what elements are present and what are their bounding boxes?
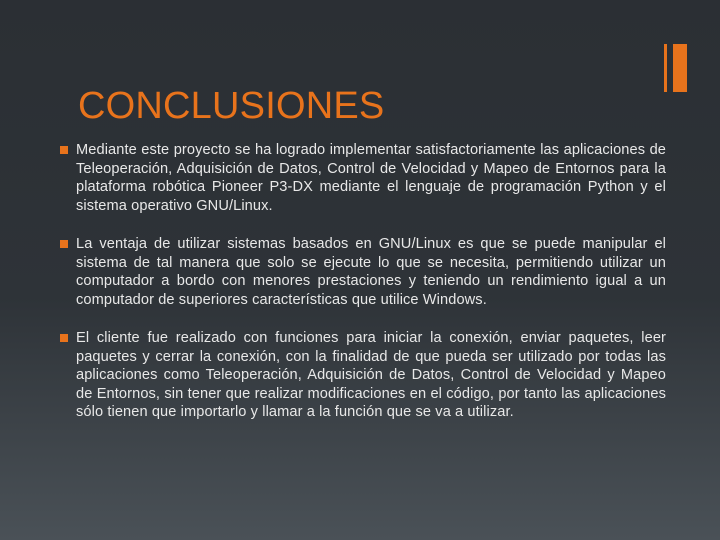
square-bullet-icon	[60, 334, 68, 342]
accent-bar-thin	[664, 44, 667, 92]
bullet-text: Mediante este proyecto se ha logrado implementar satisfactoriamente las aplicaciones de Teleoperación, Adquisición de Datos, Control de Velocidad y Mapeo de Entornos para la plataforma robótica Pioneer P3-DX mediante el lenguaje de programación Python y el sistema operativo GNU/Linux.	[76, 142, 666, 214]
bullet-item	[60, 235, 666, 309]
bullet-text: El cliente fue realizado con funciones para iniciar la conexión, enviar paquetes, leer paquetes y cerrar la conexión, con la finalidad de que pueda ser utilizado por todas las aplicaciones como Teleoperación, Adquisición de Datos, Control de Velocidad y Mapeo de Entornos, sin tener que realizar modificaciones en el código, por tanto las aplicaciones sólo tienen que importarlo y llamar a la función que se va a utilizar.	[76, 330, 666, 420]
bullet-item	[60, 329, 666, 422]
square-bullet-icon	[60, 146, 68, 154]
bullet-text: La ventaja de utilizar sistemas basados en GNU/Linux es que se puede manipular el sistema de tal manera que solo se ejecute lo que se necesita, permitiendo utilizar un computador a bordo con menores prestaciones y teniendo un rendimiento igual a un computador de superiores características que utilice Windows.	[76, 236, 666, 308]
bullet-item	[60, 141, 666, 215]
accent-bar-thick	[673, 44, 687, 92]
bullet-list	[60, 141, 666, 442]
square-bullet-icon	[60, 240, 68, 248]
slide-title: CONCLUSIONES	[78, 85, 385, 127]
